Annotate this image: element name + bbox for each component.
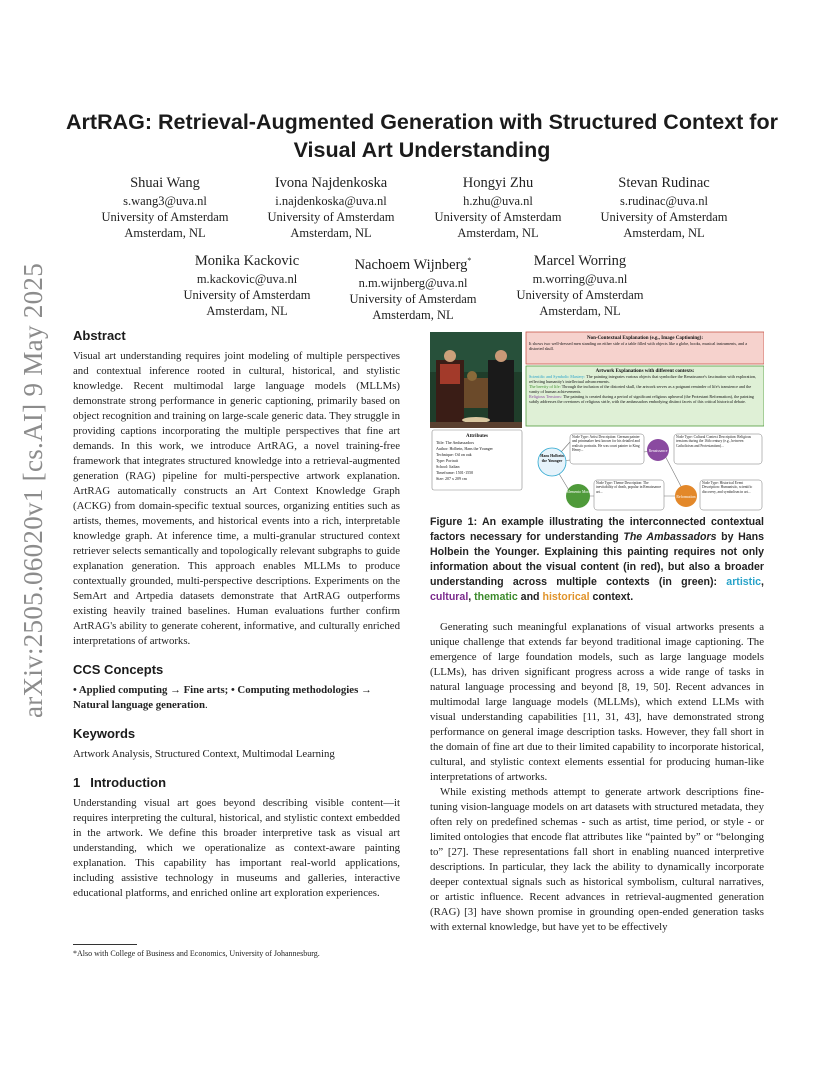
attribute-line: Title: The Ambassadors: [436, 440, 475, 445]
footnote-rule: [73, 944, 137, 945]
figure-illustration: [430, 330, 764, 512]
artist-description: Node Type: Artist Description: German painter and printmaker best known for his detailed and realistic portraits. He was court painter to King Henry...: [572, 435, 640, 452]
author-affiliation: University of Amsterdam: [600, 210, 728, 224]
context-item: Scientific and Symbolic Mastery: The painting integrates various objects that symbolize the Renaissance's fascination with exploration, reflecting humanity's intellectual advancements.: [529, 374, 756, 384]
historical-description: Node Type: Historical Event Description: Humanistic, scientific discovery, and symbolism in art...: [702, 481, 753, 494]
author-name: Monika Kackovic: [194, 253, 300, 269]
noncontextual-title: Non-Contextual Explanation (e.g., Image Captioning):: [587, 336, 703, 341]
author-email: i.najdenkoska@uva.nl: [275, 194, 387, 208]
author-affiliation: University of Amsterdam: [516, 288, 644, 302]
ccs-heading: CCS Concepts: [73, 662, 164, 677]
author-email: s.wang3@uva.nl: [123, 194, 207, 208]
caption-artistic: artistic: [726, 576, 762, 588]
attribute-line: Size: 207 x 209 cm: [436, 476, 467, 481]
attribute-line: Type: Portrait: [436, 458, 459, 463]
caption-cultural: cultural: [430, 591, 469, 603]
figure-caption: Figure 1: An example illustrating the interconnected contextual factors necessary for understanding The Ambassadors by Hans Holbein the Younger. Explaining this painting requires not only information about the visual content (in red), but also a broader understanding across multiple contexts (in green): artistic, cultural, thematic and historical context.: [430, 516, 765, 603]
keywords-text: Artwork Analysis, Structured Context, Multimodal Learning: [73, 748, 335, 760]
context-item: Religious Tensions: The painting is created during a period of significant religious upheaval (the Protestant Reformation), the painting subtly addresses the overtones of religious strife, with the ambassadors embodying distinct facets of this critical historical debate.: [529, 394, 754, 404]
left-column: [73, 327, 400, 901]
attribute-line: Technique: Oil on oak: [436, 452, 472, 457]
author-location: Amsterdam, NL: [457, 226, 539, 240]
author-name: Marcel Worring: [533, 253, 627, 269]
author-location: Amsterdam, NL: [539, 304, 621, 318]
attributes-title: Attributes: [466, 434, 488, 439]
footnote: *Also with College of Business and Economics, University of Johannesburg.: [73, 949, 320, 958]
node-cultural-label: Renaissance: [648, 449, 668, 453]
author-email: h.zhu@uva.nl: [463, 194, 533, 208]
author-affiliation: University of Amsterdam: [434, 210, 562, 224]
author-email: m.kackovic@uva.nl: [196, 272, 298, 286]
figure-1: [430, 330, 764, 512]
keywords-heading: Keywords: [73, 726, 136, 741]
abstract-heading: Abstract: [73, 328, 126, 343]
intro-paragraph-2: Generating such meaningful explanations of visual artworks presents a unique challenge that extends far beyond traditional image captioning. The emergence of large foundation models, such as large language models (LLMs), has driven significant progress across a wide range of tasks in natural language processing and beyond [8, 19, 50]. Recent advances in multimodal large language models (MLLMs), which extend LLMs with visual understanding capabilities [11, 31, 43], have demonstrated strong performance on general image description tasks. However, they fall short in the domain of fine art due to their limited capability to incorporate historical, cultural, and stylistic context elements essential for producing human-like interpretations of artworks.: [430, 621, 764, 783]
caption-historical: historical: [542, 591, 590, 603]
footnote-mark: *: [467, 256, 472, 265]
author-location: Amsterdam, NL: [124, 226, 206, 240]
ccs-text: • Applied computing → Fine arts; • Computing methodologies → Natural language generation.: [73, 684, 372, 711]
author-affiliation: University of Amsterdam: [267, 210, 395, 224]
node-artist-label: Hans Holbein the Younger: [540, 454, 564, 463]
right-column: [430, 620, 764, 935]
author-affiliation: University of Amsterdam: [101, 210, 229, 224]
author-email: s.rudinac@uva.nl: [620, 194, 708, 208]
author-email: n.m.wijnberg@uva.nl: [358, 275, 468, 290]
attribute-line: Timeframe: 1501-1550: [436, 470, 474, 475]
author-block: [162, 251, 332, 319]
author-block: [579, 173, 749, 241]
caption-thematic: thematic: [474, 591, 518, 603]
author-block: [495, 251, 665, 319]
arxiv-identifier: arXiv:2505.06020v1 [cs.AI] 9 May 2025: [18, 262, 49, 718]
introduction-heading: 1 Introduction: [73, 775, 167, 790]
author-email: m.worring@uva.nl: [532, 272, 628, 286]
author-location: Amsterdam, NL: [372, 307, 454, 322]
author-name: Shuai Wang: [130, 175, 200, 191]
author-name: Stevan Rudinac: [618, 175, 710, 191]
author-block: [413, 173, 583, 241]
author-block: [246, 173, 416, 241]
painting-title: The Ambassadors: [623, 531, 717, 543]
node-historical-label: Reformation: [676, 495, 696, 499]
paper-title: ArtRAG: Retrieval-Augmented Generation with Structured Context for Visual Art Understanding: [66, 110, 778, 162]
theme-description: Node Type: Theme Description: The inevitability of death, popular in Renaissance art...: [596, 481, 662, 494]
author-affiliation: University of Amsterdam: [183, 288, 311, 302]
author-location: Amsterdam, NL: [290, 226, 372, 240]
author-name: Hongyi Zhu: [462, 175, 534, 191]
cultural-description: Node Type: Cultural Context Description: Religious tensions during the 16th century (e.g., between Catholicism and Protestantism)...: [676, 435, 752, 448]
author-name: Nachoem Wijnberg*: [354, 256, 472, 273]
attribute-line: Author: Holbein, Hans the Younger: [436, 446, 493, 451]
attribute-line: School: Italian: [436, 464, 460, 469]
abstract-text: Visual art understanding requires joint modeling of multiple perspectives and contextual inference rooted in cultural, historical, and stylistic knowledge. Recent multimodal large language models (MLLMs) demonstrate strong performance in generic captioning, primarily based on object recognition and training on large-scale generic data. They struggle in providing captions incorporating the multiple perspectives that fine art demands. In this work, we introduce ArtRAG, a novel training-free framework that integrates structured knowledge into a retrieval-augmented generation (RAG) pipeline for multi-perspective artwork explanation. ArtRAG automatically constructs an Art Context Knowledge Graph (ACKG) from domain-specific textual sources, organizing entities such as artists, themes, movements, and historical events into a rich, interpretable knowledge graph. At inference time, a multi-granular structured context retriever selects semantically and topologically relevant subgraphs to guide explanation generation. This approach enables MLLMs to produce contextually grounded, multi-perspective descriptions. Experiments on the SemArt and Artpedia datasets demonstrate that ArtRAG outperforms existing heavily trained baselines. Human evaluations further confirm ArtRAG's ability to generate coherent, informative, and culturally enriched interpretations of artworks.: [73, 350, 400, 647]
contexts-title: Artwork Explanations with different contexts:: [595, 369, 695, 374]
intro-paragraph-3: While existing methods attempt to generate artwork descriptions fine-tuning vision-language models on art datasets with structured metadata, they often rely on predefined schemas - such as artist, time period, or style - or limited ontologies that encode flat attributes like “painted by” or “belonging to” [27]. These representations fall short in enabling nuanced interpretive descriptions. In particular, they lack the ability to dynamically incorporate deeper contextual signals such as historical symbolism, cultural narratives, or artistic influence. Recent advances in retrieval-augmented generation (RAG) [3] have shown promise in grounding open-ended generation tasks with external knowledge, but have yet to be effectively: [430, 786, 764, 933]
ccs-concepts: • Applied computing → Fine arts; • Computing methodologies → Natural language generation: [73, 684, 372, 711]
author-block: [328, 251, 498, 323]
author-affiliation: University of Amsterdam: [349, 291, 477, 306]
painting-image: [430, 332, 522, 428]
author-location: Amsterdam, NL: [623, 226, 705, 240]
author-name: Ivona Najdenkoska: [274, 175, 388, 191]
section-number: 1: [73, 775, 81, 790]
context-item: The brevity of life: Through the inclusion of the distorted skull, the artwork serves as a poignant reminder of life's transience and the vanity of human achievements.: [529, 384, 752, 394]
noncontextual-text: It shows two well-dressed men standing on either side of a table filled with objects like a globe, books, musical instruments, and a distorted skull.: [529, 341, 748, 351]
node-theme-label: Memento Mori: [566, 490, 590, 494]
author-location: Amsterdam, NL: [206, 304, 288, 318]
intro-paragraph-1: Understanding visual art goes beyond describing visible content—it requires interpreting the cultural, historical, and stylistic context embedded in the artwork. We define this broader interpretive task as visual art understanding, which we operationalize as context-aware painting explanation. This capability has important real-world applications, including assistive technology in museums and galleries, interactive educational platforms, and enriched online art exploration experiences.: [73, 797, 400, 899]
author-block: [80, 173, 250, 241]
